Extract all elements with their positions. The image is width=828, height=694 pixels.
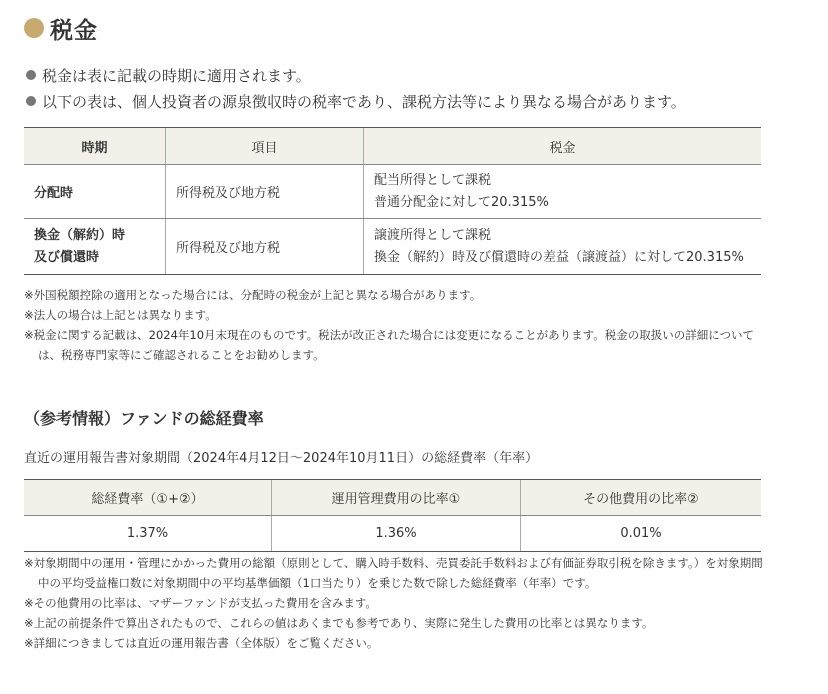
bullet-item — [26, 62, 686, 88]
cell-other-ratio: 0.01% — [521, 516, 762, 552]
cell-tax — [364, 219, 762, 275]
header-tax: 税金 — [364, 128, 762, 165]
bullet-text: 税金は表に記載の時期に適用されます。 — [42, 66, 311, 85]
tax-line: 普通分配金に対して20.315% — [374, 194, 549, 210]
period-line: 換金（解約）時 — [34, 227, 126, 243]
note-item: ※外国税額控除の適用となった場合には、分配時の税金が上記と異なる場合があります。 — [24, 288, 482, 302]
cell-tax — [364, 165, 762, 219]
table-header-row — [24, 128, 761, 165]
bullet-item — [26, 88, 686, 114]
bullet-dot-icon — [26, 96, 36, 106]
bullet-dot-icon — [26, 70, 36, 80]
expense-notes — [24, 553, 768, 653]
intro-bullets — [26, 62, 686, 114]
header-other-ratio: その他費用の比率② — [521, 480, 762, 516]
header-item: 項目 — [166, 128, 364, 165]
cell-item: 所得税及び地方税 — [166, 219, 364, 275]
section-title: 税金 — [50, 17, 98, 44]
bullet-circle-icon — [24, 18, 44, 38]
expense-table — [24, 479, 761, 552]
expense-period: 直近の運用報告書対象期間（2024年4月12日～2024年10月11日）の総経費率（年率） — [24, 451, 539, 466]
table-row — [24, 165, 761, 219]
bullet-text: 以下の表は、個人投資者の源泉徴収時の税率であり、課税方法等により異なる場合があります。 — [42, 92, 686, 111]
table-header-row — [24, 480, 761, 516]
header-period: 時期 — [24, 128, 166, 165]
period-line: 及び償還時 — [34, 249, 100, 265]
note-item: ※その他費用の比率は、マザーファンドが支払った費用を含みます。 — [24, 596, 377, 610]
cell-period — [24, 219, 166, 275]
note-item: ※上記の前提条件で算出されたもので、これらの値はあくまでも参考であり、実際に発生した費用の比率とは異なります。 — [24, 616, 654, 630]
cell-period: 分配時 — [24, 165, 166, 219]
cell-management-ratio: 1.36% — [272, 516, 521, 552]
note-item: ※法人の場合は上記とは異なります。 — [24, 308, 217, 322]
header-total-ratio: 総経費率（①+②） — [24, 480, 272, 516]
cell-item: 所得税及び地方税 — [166, 165, 364, 219]
note-item: ※税金に関する記載は、2024年10月末現在のものです。税法が改正された場合には変更になることがあります。税金の取扱いの詳細については、税務専門家等にご確認されることをお勧めします。 — [24, 328, 754, 362]
tax-line: 譲渡所得として課税 — [374, 227, 492, 243]
tax-line: 換金（解約）時及び償還時の差益（譲渡益）に対して20.315% — [374, 249, 744, 265]
tax-notes — [24, 285, 764, 365]
table-row — [24, 516, 761, 552]
section-header — [24, 12, 98, 44]
note-item: ※対象期間中の運用・管理にかかった費用の総額（原則として、購入時手数料、売買委託手数料および有価証券取引税を除きます。）を対象期間中の平均受益権口数に対象期間中の平均基準価額（1口当たり）を乗じた数で除した総経費率（年率）です。 — [24, 556, 763, 590]
cell-total-ratio: 1.37% — [24, 516, 272, 552]
note-item: ※詳細につきましては直近の運用報告書（全体版）をご覧ください。 — [24, 636, 379, 650]
tax-table — [24, 127, 761, 275]
expense-title: （参考情報）ファンドの総経費率 — [24, 409, 264, 428]
header-management-ratio: 運用管理費用の比率① — [272, 480, 521, 516]
table-row — [24, 219, 761, 275]
tax-line: 配当所得として課税 — [374, 172, 492, 188]
